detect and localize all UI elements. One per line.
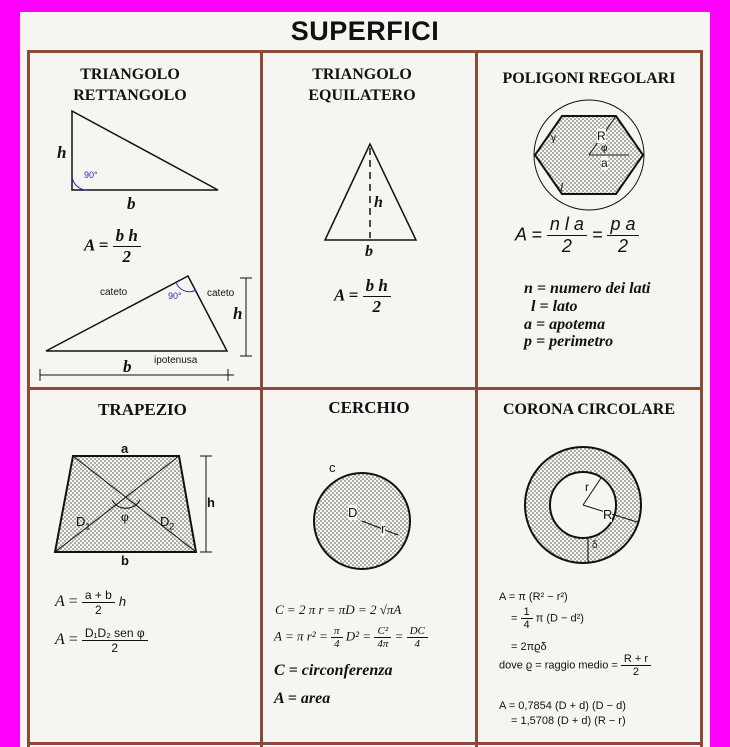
formula-area-2: = $\frac{1}{4}$ π (D − d²) xyxy=(511,606,584,631)
label-b: b xyxy=(121,553,129,568)
formula-area: A = $\frac{\text{b h}}{2}$ xyxy=(334,276,391,317)
formula-area-4: A = 0,7854 (D + d) (D − d) xyxy=(499,700,626,712)
cell-title: CORONA CIRCOLARE xyxy=(502,401,675,418)
label-ipotenusa: ipotenusa xyxy=(154,355,198,366)
cell-title: TRIANGOLO EQUILATERO xyxy=(308,66,416,104)
label-r: r xyxy=(381,521,386,536)
label-phi: φ xyxy=(601,143,608,154)
label-cateto-left: cateto xyxy=(100,287,128,298)
label-a: a xyxy=(121,441,129,456)
label-D1: $D_1$ xyxy=(76,514,91,532)
label-D: D xyxy=(348,505,358,520)
label-phi: φ xyxy=(121,510,129,524)
formula-area-2: A = $\frac{\text{D₁D₂ sen φ}}{2}$ xyxy=(55,626,148,655)
label-b: b xyxy=(127,194,136,213)
legend-p: p = perimetro xyxy=(524,333,614,350)
formula-circumference: C = 2 π r = πD = 2 √πA xyxy=(275,602,402,617)
legend-circonferenza: C = circonferenza xyxy=(274,662,393,679)
label-90-second: 90° xyxy=(168,291,182,301)
label-b: b xyxy=(365,243,373,260)
formula-area-5: = 1,5708 (D + d) (R − r) xyxy=(511,715,626,727)
label-cateto-right: cateto xyxy=(207,288,235,299)
formula-area-1: A = $\frac{a + b}{2}$ h xyxy=(55,588,127,617)
formula-area-3: = 2πϱδ xyxy=(511,641,547,653)
label-a: a xyxy=(601,156,608,170)
label-l: l xyxy=(560,180,564,194)
formula-area-1: A = π (R² − r²) xyxy=(499,591,568,603)
legend-area: A = area xyxy=(274,690,331,707)
label-gamma: γ xyxy=(551,133,556,144)
label-r: r xyxy=(585,480,589,494)
legend-n: n = numero dei lati xyxy=(524,280,651,297)
formula-mean-radius: dove ϱ = raggio medio = $\frac{R + r}{2}$ xyxy=(499,653,651,678)
label-h-second: h xyxy=(233,304,243,323)
page-title: SUPERFICI xyxy=(290,16,440,46)
label-c: c xyxy=(329,460,336,475)
cell-title: TRAPEZIO xyxy=(98,400,187,419)
legend-l: l = lato xyxy=(531,298,578,315)
label-D2: $D_2$ xyxy=(160,514,175,532)
label-h: h xyxy=(57,143,67,162)
cell-title: TRIANGOLO RETTANGOLO xyxy=(73,66,187,104)
formula-area: A = π r² = $\frac{\pi}{4}$ D² = $\frac{\text{C²}}{4\pi}$ = $\frac{DC}{4}$ xyxy=(274,625,428,650)
formula-area: A = $\frac{\text{n l a}}{2}$ = $\frac{\text{p a}}{2}$ xyxy=(515,214,639,257)
cell-title: POLIGONI REGOLARI xyxy=(502,70,676,87)
label-90: 90° xyxy=(84,170,98,180)
legend-a: a = apotema xyxy=(524,316,606,333)
label-h: h xyxy=(207,495,215,510)
label-R: R xyxy=(603,507,613,522)
label-h: h xyxy=(374,194,383,211)
formula-area: A = $\frac{\text{b h}}{2}$ xyxy=(84,226,141,267)
label-R: R xyxy=(597,129,606,143)
cell-title: CERCHIO xyxy=(328,398,410,417)
label-b-second: b xyxy=(123,357,132,376)
label-delta: δ xyxy=(592,540,598,551)
